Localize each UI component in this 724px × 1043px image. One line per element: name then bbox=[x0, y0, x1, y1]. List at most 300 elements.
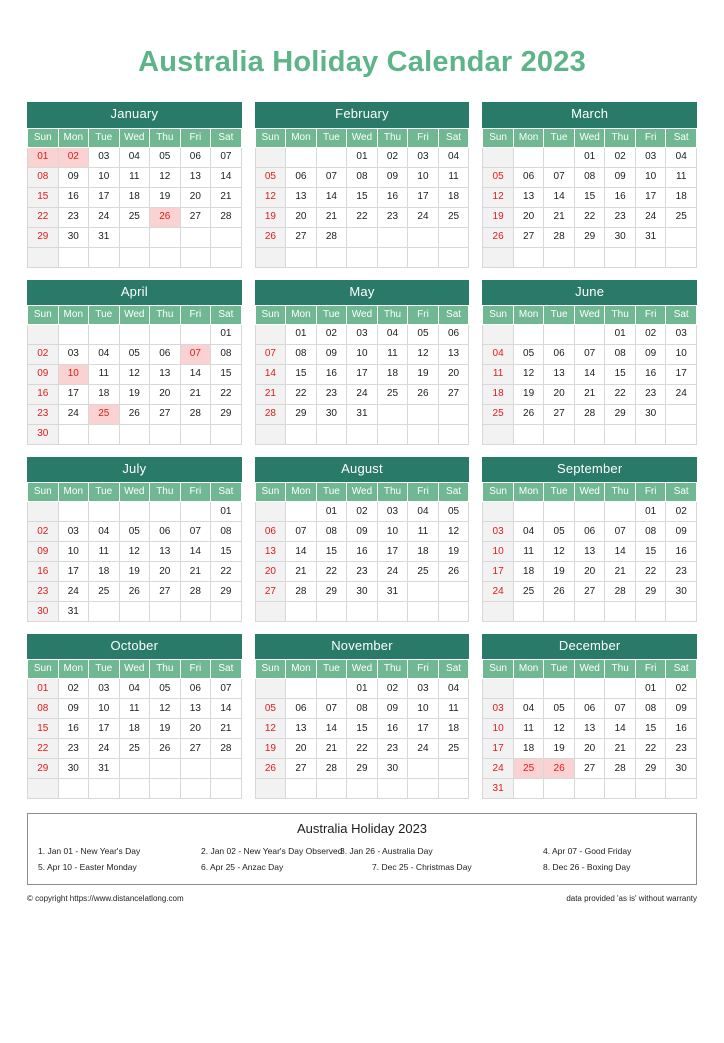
day-cell[interactable]: 02 bbox=[377, 679, 408, 699]
day-cell[interactable]: 19 bbox=[255, 739, 286, 759]
day-cell[interactable]: 22 bbox=[347, 207, 378, 227]
day-cell[interactable]: 16 bbox=[316, 364, 347, 384]
day-cell[interactable]: 06 bbox=[255, 522, 286, 542]
day-cell[interactable]: 16 bbox=[377, 187, 408, 207]
day-cell[interactable]: 31 bbox=[89, 227, 120, 247]
day-cell[interactable]: 26 bbox=[483, 227, 514, 247]
day-cell[interactable]: 14 bbox=[255, 364, 286, 384]
day-cell[interactable]: 18 bbox=[438, 187, 469, 207]
day-cell[interactable]: 30 bbox=[347, 582, 378, 602]
day-cell[interactable]: 04 bbox=[89, 522, 120, 542]
day-cell[interactable]: 26 bbox=[408, 384, 439, 404]
day-cell[interactable]: 29 bbox=[28, 227, 59, 247]
day-cell[interactable]: 02 bbox=[666, 679, 697, 699]
day-cell[interactable]: 22 bbox=[635, 739, 666, 759]
day-cell[interactable]: 31 bbox=[58, 602, 89, 622]
day-cell[interactable]: 03 bbox=[635, 147, 666, 167]
day-cell[interactable]: 20 bbox=[150, 384, 181, 404]
day-cell[interactable]: 19 bbox=[150, 187, 181, 207]
day-cell[interactable]: 04 bbox=[666, 147, 697, 167]
day-cell[interactable]: 29 bbox=[211, 404, 242, 424]
day-cell[interactable]: 27 bbox=[513, 227, 544, 247]
day-cell[interactable]: 08 bbox=[28, 167, 59, 187]
day-cell[interactable]: 29 bbox=[316, 582, 347, 602]
day-cell[interactable]: 14 bbox=[605, 719, 636, 739]
day-cell[interactable]: 20 bbox=[438, 364, 469, 384]
day-cell[interactable]: 19 bbox=[119, 562, 150, 582]
day-cell[interactable]: 08 bbox=[347, 167, 378, 187]
day-cell[interactable]: 08 bbox=[605, 344, 636, 364]
day-cell[interactable]: 29 bbox=[635, 759, 666, 779]
day-cell[interactable]: 22 bbox=[28, 739, 59, 759]
day-cell[interactable]: 17 bbox=[483, 562, 514, 582]
day-cell[interactable]: 01 bbox=[211, 502, 242, 522]
day-cell[interactable]: 13 bbox=[544, 364, 575, 384]
day-cell[interactable]: 06 bbox=[180, 147, 211, 167]
day-cell[interactable]: 07 bbox=[605, 522, 636, 542]
day-cell[interactable]: 22 bbox=[316, 562, 347, 582]
day-cell[interactable]: 25 bbox=[438, 739, 469, 759]
day-cell[interactable]: 14 bbox=[286, 542, 317, 562]
day-cell[interactable]: 31 bbox=[483, 779, 514, 799]
day-cell[interactable]: 20 bbox=[574, 562, 605, 582]
day-cell[interactable]: 03 bbox=[666, 324, 697, 344]
day-cell[interactable]: 24 bbox=[89, 739, 120, 759]
day-cell[interactable]: 23 bbox=[28, 582, 59, 602]
day-cell[interactable]: 03 bbox=[408, 147, 439, 167]
day-cell[interactable]: 26 bbox=[544, 759, 575, 779]
day-cell[interactable]: 28 bbox=[180, 582, 211, 602]
day-cell[interactable]: 21 bbox=[180, 562, 211, 582]
day-cell[interactable]: 28 bbox=[211, 739, 242, 759]
day-cell[interactable]: 27 bbox=[180, 739, 211, 759]
day-cell[interactable]: 17 bbox=[635, 187, 666, 207]
day-cell[interactable]: 29 bbox=[28, 759, 59, 779]
day-cell[interactable]: 30 bbox=[28, 424, 59, 444]
day-cell[interactable]: 29 bbox=[605, 404, 636, 424]
day-cell[interactable]: 12 bbox=[483, 187, 514, 207]
day-cell[interactable]: 02 bbox=[58, 147, 89, 167]
day-cell[interactable]: 28 bbox=[286, 582, 317, 602]
day-cell[interactable]: 30 bbox=[316, 404, 347, 424]
day-cell[interactable]: 17 bbox=[58, 384, 89, 404]
day-cell[interactable]: 02 bbox=[377, 147, 408, 167]
day-cell[interactable]: 05 bbox=[255, 167, 286, 187]
day-cell[interactable]: 26 bbox=[119, 404, 150, 424]
day-cell[interactable]: 14 bbox=[605, 542, 636, 562]
day-cell[interactable]: 06 bbox=[286, 167, 317, 187]
day-cell[interactable]: 26 bbox=[150, 207, 181, 227]
day-cell[interactable]: 10 bbox=[89, 167, 120, 187]
day-cell[interactable]: 10 bbox=[635, 167, 666, 187]
day-cell[interactable]: 26 bbox=[255, 759, 286, 779]
day-cell[interactable]: 11 bbox=[119, 699, 150, 719]
day-cell[interactable]: 15 bbox=[211, 364, 242, 384]
day-cell[interactable]: 03 bbox=[408, 679, 439, 699]
day-cell[interactable]: 10 bbox=[408, 699, 439, 719]
day-cell[interactable]: 13 bbox=[286, 187, 317, 207]
day-cell[interactable]: 13 bbox=[513, 187, 544, 207]
day-cell[interactable]: 24 bbox=[377, 562, 408, 582]
day-cell[interactable]: 07 bbox=[211, 679, 242, 699]
day-cell[interactable]: 26 bbox=[438, 562, 469, 582]
day-cell[interactable]: 02 bbox=[28, 522, 59, 542]
day-cell[interactable]: 01 bbox=[286, 324, 317, 344]
day-cell[interactable]: 25 bbox=[119, 207, 150, 227]
day-cell[interactable]: 10 bbox=[89, 699, 120, 719]
day-cell[interactable]: 07 bbox=[316, 699, 347, 719]
day-cell[interactable]: 15 bbox=[635, 719, 666, 739]
day-cell[interactable]: 15 bbox=[28, 719, 59, 739]
day-cell[interactable]: 13 bbox=[150, 364, 181, 384]
day-cell[interactable]: 05 bbox=[255, 699, 286, 719]
day-cell[interactable]: 08 bbox=[347, 699, 378, 719]
day-cell[interactable]: 30 bbox=[58, 227, 89, 247]
day-cell[interactable]: 25 bbox=[513, 759, 544, 779]
day-cell[interactable]: 08 bbox=[635, 699, 666, 719]
day-cell[interactable]: 09 bbox=[666, 522, 697, 542]
day-cell[interactable]: 06 bbox=[544, 344, 575, 364]
day-cell[interactable]: 11 bbox=[666, 167, 697, 187]
day-cell[interactable]: 06 bbox=[438, 324, 469, 344]
day-cell[interactable]: 22 bbox=[605, 384, 636, 404]
day-cell[interactable]: 12 bbox=[255, 719, 286, 739]
day-cell[interactable]: 09 bbox=[377, 699, 408, 719]
day-cell[interactable]: 20 bbox=[513, 207, 544, 227]
day-cell[interactable]: 09 bbox=[666, 699, 697, 719]
day-cell[interactable]: 12 bbox=[150, 699, 181, 719]
day-cell[interactable]: 21 bbox=[316, 207, 347, 227]
day-cell[interactable]: 22 bbox=[286, 384, 317, 404]
day-cell[interactable]: 30 bbox=[666, 759, 697, 779]
day-cell[interactable]: 17 bbox=[89, 187, 120, 207]
day-cell[interactable]: 08 bbox=[211, 344, 242, 364]
day-cell[interactable]: 04 bbox=[513, 522, 544, 542]
day-cell[interactable]: 08 bbox=[28, 699, 59, 719]
day-cell[interactable]: 13 bbox=[180, 699, 211, 719]
day-cell[interactable]: 18 bbox=[666, 187, 697, 207]
day-cell[interactable]: 05 bbox=[544, 522, 575, 542]
day-cell[interactable]: 28 bbox=[605, 582, 636, 602]
day-cell[interactable]: 31 bbox=[635, 227, 666, 247]
day-cell[interactable]: 03 bbox=[89, 147, 120, 167]
day-cell[interactable]: 07 bbox=[544, 167, 575, 187]
day-cell[interactable]: 06 bbox=[150, 522, 181, 542]
day-cell[interactable]: 20 bbox=[180, 719, 211, 739]
day-cell[interactable]: 07 bbox=[574, 344, 605, 364]
day-cell[interactable]: 27 bbox=[574, 759, 605, 779]
day-cell[interactable]: 05 bbox=[119, 522, 150, 542]
day-cell[interactable]: 16 bbox=[58, 187, 89, 207]
day-cell[interactable]: 09 bbox=[635, 344, 666, 364]
day-cell[interactable]: 06 bbox=[150, 344, 181, 364]
day-cell[interactable]: 18 bbox=[119, 187, 150, 207]
day-cell[interactable]: 12 bbox=[438, 522, 469, 542]
day-cell[interactable]: 07 bbox=[211, 147, 242, 167]
day-cell[interactable]: 02 bbox=[28, 344, 59, 364]
day-cell[interactable]: 31 bbox=[89, 759, 120, 779]
day-cell[interactable]: 19 bbox=[408, 364, 439, 384]
day-cell[interactable]: 27 bbox=[150, 404, 181, 424]
day-cell[interactable]: 10 bbox=[483, 719, 514, 739]
day-cell[interactable]: 25 bbox=[377, 384, 408, 404]
day-cell[interactable]: 14 bbox=[316, 719, 347, 739]
day-cell[interactable]: 20 bbox=[150, 562, 181, 582]
day-cell[interactable]: 21 bbox=[180, 384, 211, 404]
day-cell[interactable]: 16 bbox=[666, 542, 697, 562]
day-cell[interactable]: 15 bbox=[574, 187, 605, 207]
day-cell[interactable]: 24 bbox=[483, 582, 514, 602]
day-cell[interactable]: 22 bbox=[574, 207, 605, 227]
day-cell[interactable]: 19 bbox=[255, 207, 286, 227]
day-cell[interactable]: 04 bbox=[377, 324, 408, 344]
day-cell[interactable]: 25 bbox=[666, 207, 697, 227]
day-cell[interactable]: 01 bbox=[347, 679, 378, 699]
day-cell[interactable]: 02 bbox=[605, 147, 636, 167]
day-cell[interactable]: 04 bbox=[408, 502, 439, 522]
day-cell[interactable]: 09 bbox=[28, 542, 59, 562]
day-cell[interactable]: 01 bbox=[28, 147, 59, 167]
day-cell[interactable]: 28 bbox=[544, 227, 575, 247]
day-cell[interactable]: 01 bbox=[635, 679, 666, 699]
day-cell[interactable]: 11 bbox=[483, 364, 514, 384]
day-cell[interactable]: 13 bbox=[286, 719, 317, 739]
day-cell[interactable]: 28 bbox=[574, 404, 605, 424]
day-cell[interactable]: 25 bbox=[483, 404, 514, 424]
day-cell[interactable]: 28 bbox=[605, 759, 636, 779]
day-cell[interactable]: 01 bbox=[605, 324, 636, 344]
day-cell[interactable]: 06 bbox=[574, 699, 605, 719]
day-cell[interactable]: 13 bbox=[574, 542, 605, 562]
day-cell[interactable]: 27 bbox=[286, 227, 317, 247]
day-cell[interactable]: 26 bbox=[544, 582, 575, 602]
day-cell[interactable]: 10 bbox=[408, 167, 439, 187]
day-cell[interactable]: 11 bbox=[408, 522, 439, 542]
day-cell[interactable]: 19 bbox=[438, 542, 469, 562]
day-cell[interactable]: 01 bbox=[211, 324, 242, 344]
day-cell[interactable]: 24 bbox=[89, 207, 120, 227]
day-cell[interactable]: 17 bbox=[58, 562, 89, 582]
day-cell[interactable]: 14 bbox=[574, 364, 605, 384]
day-cell[interactable]: 13 bbox=[574, 719, 605, 739]
day-cell[interactable]: 14 bbox=[544, 187, 575, 207]
day-cell[interactable]: 20 bbox=[574, 739, 605, 759]
day-cell[interactable]: 15 bbox=[347, 719, 378, 739]
day-cell[interactable]: 22 bbox=[211, 562, 242, 582]
day-cell[interactable]: 18 bbox=[513, 562, 544, 582]
day-cell[interactable]: 12 bbox=[119, 364, 150, 384]
day-cell[interactable]: 05 bbox=[119, 344, 150, 364]
day-cell[interactable]: 20 bbox=[255, 562, 286, 582]
day-cell[interactable]: 12 bbox=[544, 719, 575, 739]
day-cell[interactable]: 19 bbox=[513, 384, 544, 404]
day-cell[interactable]: 06 bbox=[574, 522, 605, 542]
day-cell[interactable]: 04 bbox=[89, 344, 120, 364]
day-cell[interactable]: 19 bbox=[544, 562, 575, 582]
day-cell[interactable]: 17 bbox=[347, 364, 378, 384]
day-cell[interactable]: 22 bbox=[211, 384, 242, 404]
day-cell[interactable]: 23 bbox=[377, 739, 408, 759]
day-cell[interactable]: 11 bbox=[89, 364, 120, 384]
day-cell[interactable]: 16 bbox=[605, 187, 636, 207]
day-cell[interactable]: 12 bbox=[150, 167, 181, 187]
day-cell[interactable]: 18 bbox=[377, 364, 408, 384]
day-cell[interactable]: 01 bbox=[574, 147, 605, 167]
day-cell[interactable]: 21 bbox=[544, 207, 575, 227]
day-cell[interactable]: 06 bbox=[180, 679, 211, 699]
day-cell[interactable]: 09 bbox=[58, 167, 89, 187]
day-cell[interactable]: 09 bbox=[28, 364, 59, 384]
day-cell[interactable]: 04 bbox=[438, 679, 469, 699]
day-cell[interactable]: 12 bbox=[544, 542, 575, 562]
day-cell[interactable]: 24 bbox=[408, 207, 439, 227]
day-cell[interactable]: 17 bbox=[377, 542, 408, 562]
day-cell[interactable]: 13 bbox=[438, 344, 469, 364]
day-cell[interactable]: 28 bbox=[255, 404, 286, 424]
day-cell[interactable]: 10 bbox=[347, 344, 378, 364]
day-cell[interactable]: 22 bbox=[635, 562, 666, 582]
day-cell[interactable]: 08 bbox=[316, 522, 347, 542]
day-cell[interactable]: 22 bbox=[28, 207, 59, 227]
day-cell[interactable]: 16 bbox=[347, 542, 378, 562]
day-cell[interactable]: 09 bbox=[377, 167, 408, 187]
day-cell[interactable]: 16 bbox=[58, 719, 89, 739]
day-cell[interactable]: 25 bbox=[513, 582, 544, 602]
day-cell[interactable]: 23 bbox=[666, 739, 697, 759]
day-cell[interactable]: 05 bbox=[150, 679, 181, 699]
day-cell[interactable]: 30 bbox=[58, 759, 89, 779]
day-cell[interactable]: 01 bbox=[347, 147, 378, 167]
day-cell[interactable]: 10 bbox=[666, 344, 697, 364]
day-cell[interactable]: 05 bbox=[483, 167, 514, 187]
day-cell[interactable]: 10 bbox=[58, 364, 89, 384]
day-cell[interactable]: 03 bbox=[58, 344, 89, 364]
day-cell[interactable]: 03 bbox=[58, 522, 89, 542]
day-cell[interactable]: 11 bbox=[438, 167, 469, 187]
day-cell[interactable]: 04 bbox=[483, 344, 514, 364]
day-cell[interactable]: 14 bbox=[316, 187, 347, 207]
day-cell[interactable]: 15 bbox=[635, 542, 666, 562]
day-cell[interactable]: 07 bbox=[255, 344, 286, 364]
day-cell[interactable]: 30 bbox=[605, 227, 636, 247]
day-cell[interactable]: 12 bbox=[255, 187, 286, 207]
day-cell[interactable]: 27 bbox=[180, 207, 211, 227]
day-cell[interactable]: 08 bbox=[286, 344, 317, 364]
day-cell[interactable]: 19 bbox=[119, 384, 150, 404]
day-cell[interactable]: 13 bbox=[255, 542, 286, 562]
day-cell[interactable]: 01 bbox=[28, 679, 59, 699]
day-cell[interactable]: 08 bbox=[211, 522, 242, 542]
day-cell[interactable]: 30 bbox=[666, 582, 697, 602]
day-cell[interactable]: 28 bbox=[316, 759, 347, 779]
day-cell[interactable]: 11 bbox=[119, 167, 150, 187]
day-cell[interactable]: 11 bbox=[438, 699, 469, 719]
day-cell[interactable]: 27 bbox=[286, 759, 317, 779]
day-cell[interactable]: 09 bbox=[605, 167, 636, 187]
day-cell[interactable]: 18 bbox=[438, 719, 469, 739]
day-cell[interactable]: 07 bbox=[180, 522, 211, 542]
day-cell[interactable]: 27 bbox=[544, 404, 575, 424]
day-cell[interactable]: 07 bbox=[316, 167, 347, 187]
day-cell[interactable]: 23 bbox=[635, 384, 666, 404]
day-cell[interactable]: 25 bbox=[408, 562, 439, 582]
day-cell[interactable]: 16 bbox=[377, 719, 408, 739]
day-cell[interactable]: 04 bbox=[513, 699, 544, 719]
day-cell[interactable]: 17 bbox=[483, 739, 514, 759]
day-cell[interactable]: 27 bbox=[438, 384, 469, 404]
day-cell[interactable]: 02 bbox=[347, 502, 378, 522]
day-cell[interactable]: 02 bbox=[666, 502, 697, 522]
day-cell[interactable]: 24 bbox=[58, 404, 89, 424]
day-cell[interactable]: 04 bbox=[119, 679, 150, 699]
day-cell[interactable]: 15 bbox=[605, 364, 636, 384]
day-cell[interactable]: 30 bbox=[28, 602, 59, 622]
day-cell[interactable]: 28 bbox=[316, 227, 347, 247]
day-cell[interactable]: 23 bbox=[58, 207, 89, 227]
day-cell[interactable]: 26 bbox=[150, 739, 181, 759]
day-cell[interactable]: 18 bbox=[89, 384, 120, 404]
day-cell[interactable]: 25 bbox=[119, 739, 150, 759]
day-cell[interactable]: 11 bbox=[513, 542, 544, 562]
day-cell[interactable]: 21 bbox=[605, 739, 636, 759]
day-cell[interactable]: 25 bbox=[438, 207, 469, 227]
day-cell[interactable]: 08 bbox=[574, 167, 605, 187]
day-cell[interactable]: 27 bbox=[574, 582, 605, 602]
day-cell[interactable]: 03 bbox=[483, 699, 514, 719]
day-cell[interactable]: 21 bbox=[316, 739, 347, 759]
day-cell[interactable]: 19 bbox=[544, 739, 575, 759]
day-cell[interactable]: 03 bbox=[347, 324, 378, 344]
day-cell[interactable]: 07 bbox=[286, 522, 317, 542]
day-cell[interactable]: 16 bbox=[635, 364, 666, 384]
day-cell[interactable]: 17 bbox=[408, 719, 439, 739]
day-cell[interactable]: 16 bbox=[28, 562, 59, 582]
day-cell[interactable]: 23 bbox=[666, 562, 697, 582]
day-cell[interactable]: 31 bbox=[347, 404, 378, 424]
day-cell[interactable]: 20 bbox=[180, 187, 211, 207]
day-cell[interactable]: 26 bbox=[255, 227, 286, 247]
day-cell[interactable]: 23 bbox=[28, 404, 59, 424]
day-cell[interactable]: 23 bbox=[58, 739, 89, 759]
day-cell[interactable]: 12 bbox=[513, 364, 544, 384]
day-cell[interactable]: 10 bbox=[377, 522, 408, 542]
day-cell[interactable]: 11 bbox=[89, 542, 120, 562]
day-cell[interactable]: 05 bbox=[544, 699, 575, 719]
day-cell[interactable]: 14 bbox=[180, 364, 211, 384]
day-cell[interactable]: 28 bbox=[180, 404, 211, 424]
day-cell[interactable]: 07 bbox=[180, 344, 211, 364]
day-cell[interactable]: 31 bbox=[377, 582, 408, 602]
day-cell[interactable]: 24 bbox=[58, 582, 89, 602]
day-cell[interactable]: 24 bbox=[347, 384, 378, 404]
day-cell[interactable]: 23 bbox=[347, 562, 378, 582]
day-cell[interactable]: 02 bbox=[316, 324, 347, 344]
day-cell[interactable]: 17 bbox=[408, 187, 439, 207]
day-cell[interactable]: 05 bbox=[150, 147, 181, 167]
day-cell[interactable]: 15 bbox=[316, 542, 347, 562]
day-cell[interactable]: 18 bbox=[119, 719, 150, 739]
day-cell[interactable]: 21 bbox=[211, 187, 242, 207]
day-cell[interactable]: 24 bbox=[408, 739, 439, 759]
day-cell[interactable]: 05 bbox=[513, 344, 544, 364]
day-cell[interactable]: 09 bbox=[347, 522, 378, 542]
day-cell[interactable]: 19 bbox=[483, 207, 514, 227]
day-cell[interactable]: 03 bbox=[377, 502, 408, 522]
day-cell[interactable]: 04 bbox=[119, 147, 150, 167]
day-cell[interactable]: 21 bbox=[211, 719, 242, 739]
day-cell[interactable]: 24 bbox=[483, 759, 514, 779]
day-cell[interactable]: 02 bbox=[58, 679, 89, 699]
